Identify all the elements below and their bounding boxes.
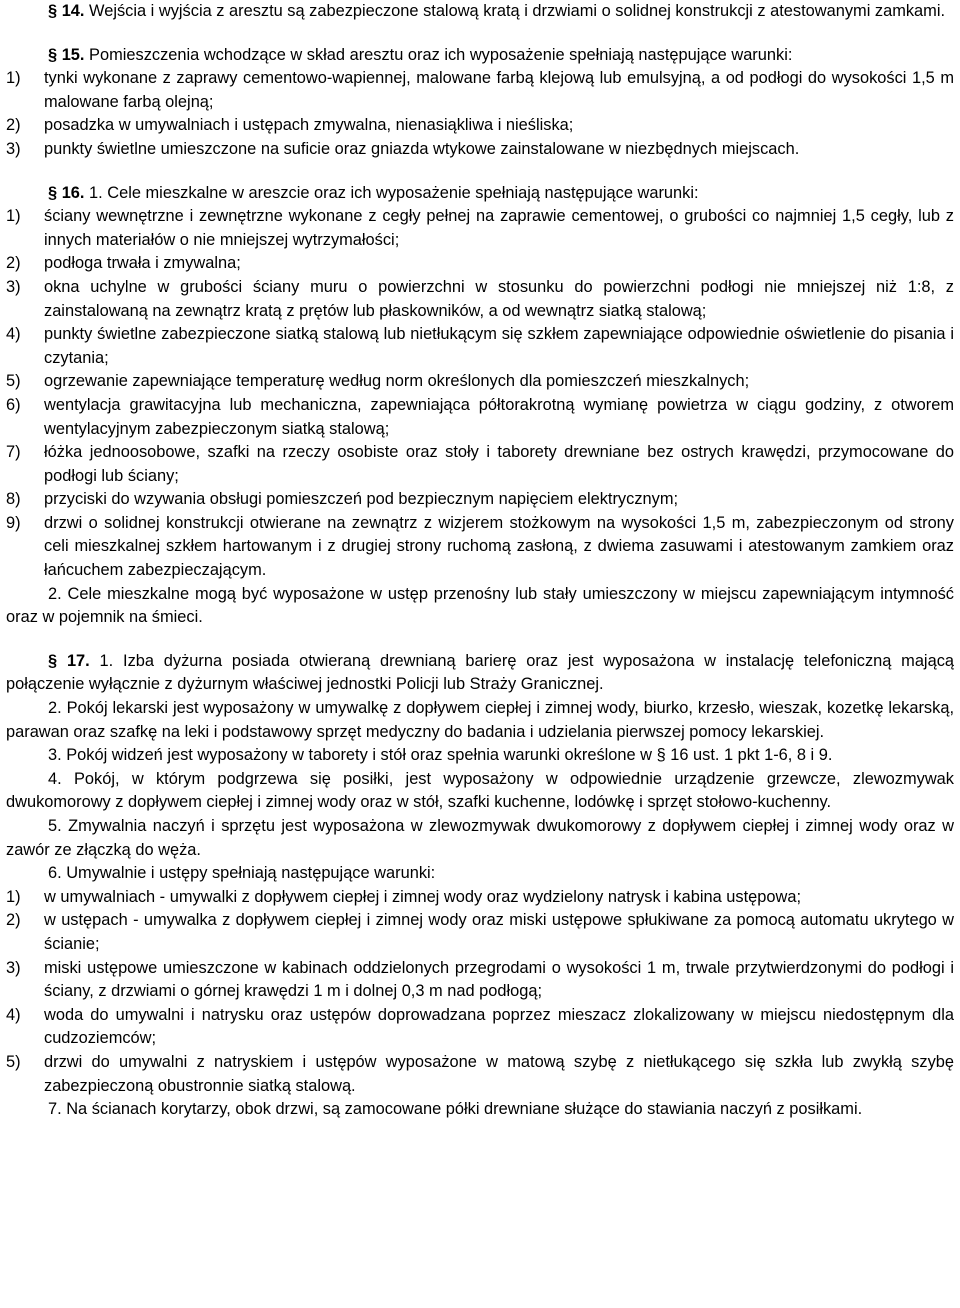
list-item — [6, 957, 954, 1004]
list-item-number: 1) — [6, 207, 21, 226]
list-item-number: 4) — [6, 1005, 21, 1024]
list-item — [6, 205, 954, 252]
list-item — [6, 1051, 954, 1098]
paragraph-16-1-intro — [6, 182, 954, 206]
list-item — [6, 886, 954, 910]
list-item-number: 2) — [6, 116, 21, 135]
paragraph-17-3: 3. Pokój widzeń jest wyposażony w taborety i stół oraz spełnia warunki określone w § 16 ust. 1 pkt 1-6, 8 i 9. — [48, 746, 833, 765]
paragraph-15-intro — [6, 44, 954, 68]
list-item-number: 2) — [6, 911, 21, 930]
list-item — [6, 276, 954, 323]
list-item-text: okna uchylne w grubości ściany muru o powierzchni w stosunku do powierzchni podłogi nie mniejszej niż 1:8, z zainstalowaną na zewnątrz kratą z prętów lub płaskowników, a od wewnątrz siatką stalową; — [44, 277, 954, 320]
section-number-16: § 16. — [48, 183, 85, 202]
section-15 — [6, 44, 954, 162]
section-number-17: § 17. — [48, 651, 90, 670]
list-item — [6, 394, 954, 441]
list-item — [6, 909, 954, 956]
list-item-number: 8) — [6, 490, 21, 509]
list-item-text: miski ustępowe umieszczone w kabinach oddzielonych przegrodami o wysokości 1 m, trwale przytwierdzonymi do podłogi i ściany, z drzwiami o górnej krawędzi 1 m i dolnej 0,3 m nad podłogą; — [44, 958, 954, 1001]
list-16 — [6, 205, 954, 583]
list-item — [6, 441, 954, 488]
paragraph-17-4: 4. Pokój, w którym podgrzewa się posiłki, jest wyposażony w odpowiednie urządzenie grzewcze, zlewozmywak dwukomorowy z dopływem ciepłej i zimnej wody oraz w stół, szafki kuchenne, lodówkę i sprzęt stołowo-kuchenny. — [6, 769, 954, 812]
list-item — [6, 114, 954, 138]
list-item-number: 7) — [6, 443, 21, 462]
list-item-number: 9) — [6, 513, 21, 532]
list-item-text: łóżka jednoosobowe, szafki na rzeczy osobiste oraz stoły i taborety drewniane bez ostrych krawędzi, przymocowane do podłogi lub ściany; — [44, 443, 954, 485]
paragraph-14 — [6, 0, 954, 24]
list-item — [6, 252, 954, 276]
section-text-14: Wejścia i wyjścia z aresztu są zabezpieczone stalową kratą i drzwiami o solidnej konstrukcji z atestowanymi zamkami. — [89, 2, 946, 20]
list-item-number: 4) — [6, 325, 21, 344]
list-item-number: 5) — [6, 372, 21, 391]
list-item-text: punkty świetlne umieszczone na suficie oraz gniazda wtykowe zainstalowane w niezbędnych miejscach. — [44, 139, 800, 158]
list-item-number: 3) — [6, 139, 21, 158]
list-item — [6, 67, 954, 114]
list-item-text: woda do umywalni i natrysku oraz ustępów doprowadzana poprzez mieszacz zlokalizowany w miejscu niedostępnym dla cudzoziemców; — [44, 1005, 954, 1048]
list-item-text: ściany wewnętrzne i zewnętrzne wykonane z cegły pełnej na zaprawie cementowej, o grubości co najmniej 1,5 cegły, lub z innych materiałów o nie mniejszej wytrzymałości; — [44, 207, 954, 249]
list-item-number: 6) — [6, 395, 21, 414]
list-item-text: drzwi do umywalni z natryskiem i ustępów wyposażone w matową szybę z nietłukącego się szkła lub zwykłą szybę zabezpieczoną obustronnie siatką stalową. — [44, 1052, 954, 1095]
list-item-text: drzwi o solidnej konstrukcji otwierane na zewnątrz z wizjerem stożkowym na wysokości 1,5 m, zabezpieczonym od strony celi mieszkalnej szkłem hartowanym i z drugiej strony ruchomą zasłoną, z dwiema zasuwami i atestowanym zamkiem oraz łańcuchem zabezpieczającym. — [44, 513, 954, 580]
list-item-text: ogrzewanie zapewniające temperaturę według norm określonych dla pomieszczeń mieszkalnych; — [44, 372, 750, 391]
section-number-14: § 14. — [48, 2, 85, 20]
list-item-number: 3) — [6, 958, 21, 977]
list-item-number: 5) — [6, 1052, 21, 1071]
list-item-text: wentylacja grawitacyjna lub mechaniczna, zapewniająca półtorakrotną wymianę powietrza w ciągu godziny, z otworem wentylacyjnym zabezpieczonym siatką stalową; — [44, 395, 954, 438]
list-item — [6, 138, 954, 162]
paragraph-17-2: 2. Pokój lekarski jest wyposażony w umywalkę z dopływem ciepłej i zimnej wody, biurko, krzesło, wieszak, kozetkę lekarską, parawan oraz szafkę na leki i podstawowy sprzęt medyczny do badania i udzielania pierwszej pomocy lekarskiej. — [6, 699, 954, 741]
list-item-number: 2) — [6, 254, 21, 273]
list-17-6 — [6, 886, 954, 1098]
list-item-number: 1) — [6, 887, 21, 906]
section-intro-15: Pomieszczenia wchodzące w skład aresztu oraz ich wyposażenie spełniają następujące warunki: — [89, 45, 793, 64]
list-item-number: 1) — [6, 69, 21, 88]
paragraph-17-7: 7. Na ścianach korytarzy, obok drzwi, są zamocowane półki drewniane służące do stawiania naczyń z posiłkami. — [48, 1100, 863, 1119]
list-item-text: w umywalniach - umywalki z dopływem ciepłej i zimnej wody oraz wydzielony natrysk i kabina ustępowa; — [44, 887, 802, 906]
list-item — [6, 488, 954, 512]
list-item — [6, 370, 954, 394]
list-item-number: 3) — [6, 277, 21, 296]
list-item-text: podłoga trwała i zmywalna; — [44, 254, 241, 273]
paragraph-17-1 — [6, 650, 954, 697]
list-item — [6, 323, 954, 370]
paragraph-17-1-text: 1. Izba dyżurna posiada otwieraną drewnianą barierę oraz jest wyposażona w instalację telefoniczną mającą połączenie wyłącznie z dyżurnym właściwej jednostki Policji lub Straży Granicznej. — [6, 651, 955, 694]
section-14 — [6, 0, 954, 24]
list-item — [6, 512, 954, 583]
paragraph-16-2: 2. Cele mieszkalne mogą być wyposażone w ustęp przenośny lub stały umieszczony w miejscu zapewniającym intymność oraz w pojemnik na śmieci. — [6, 584, 954, 627]
section-intro-16: 1. Cele mieszkalne w areszcie oraz ich wyposażenie spełniają następujące warunki: — [89, 183, 699, 202]
list-15 — [6, 67, 954, 161]
list-item-text: tynki wykonane z zaprawy cementowo-wapiennej, malowane farbą klejową lub emulsyjną, a od podłogi do wysokości 1,5 m malowane farbą olejną; — [44, 69, 954, 111]
section-number-15: § 15. — [48, 45, 85, 64]
list-item-text: posadzka w umywalniach i ustępach zmywalna, nienasiąkliwa i nieśliska; — [44, 116, 574, 135]
paragraph-17-6-intro: 6. Umywalnie i ustępy spełniają następujące warunki: — [48, 864, 436, 883]
list-item-text: punkty świetlne zabezpieczone siatką stalową lub nietłukącym się szkłem zapewniające odpowiednie oświetlenie do pisania i czytania; — [44, 325, 954, 367]
paragraph-17-5: 5. Zmywalnia naczyń i sprzętu jest wyposażona w zlewozmywak dwukomorowy z dopływem ciepłej i zimnej wody oraz w zawór ze złączką do węża. — [6, 817, 954, 859]
list-item-text: przyciski do wzywania obsługi pomieszczeń pod bezpiecznym napięciem elektrycznym; — [44, 490, 679, 509]
list-item-text: w ustępach - umywalka z dopływem ciepłej i zimnej wody oraz miski ustępowe spłukiwane za pomocą automatu ukrytego w ścianie; — [44, 911, 954, 953]
list-item — [6, 1004, 954, 1051]
section-17 — [6, 650, 954, 1122]
section-16 — [6, 182, 954, 630]
